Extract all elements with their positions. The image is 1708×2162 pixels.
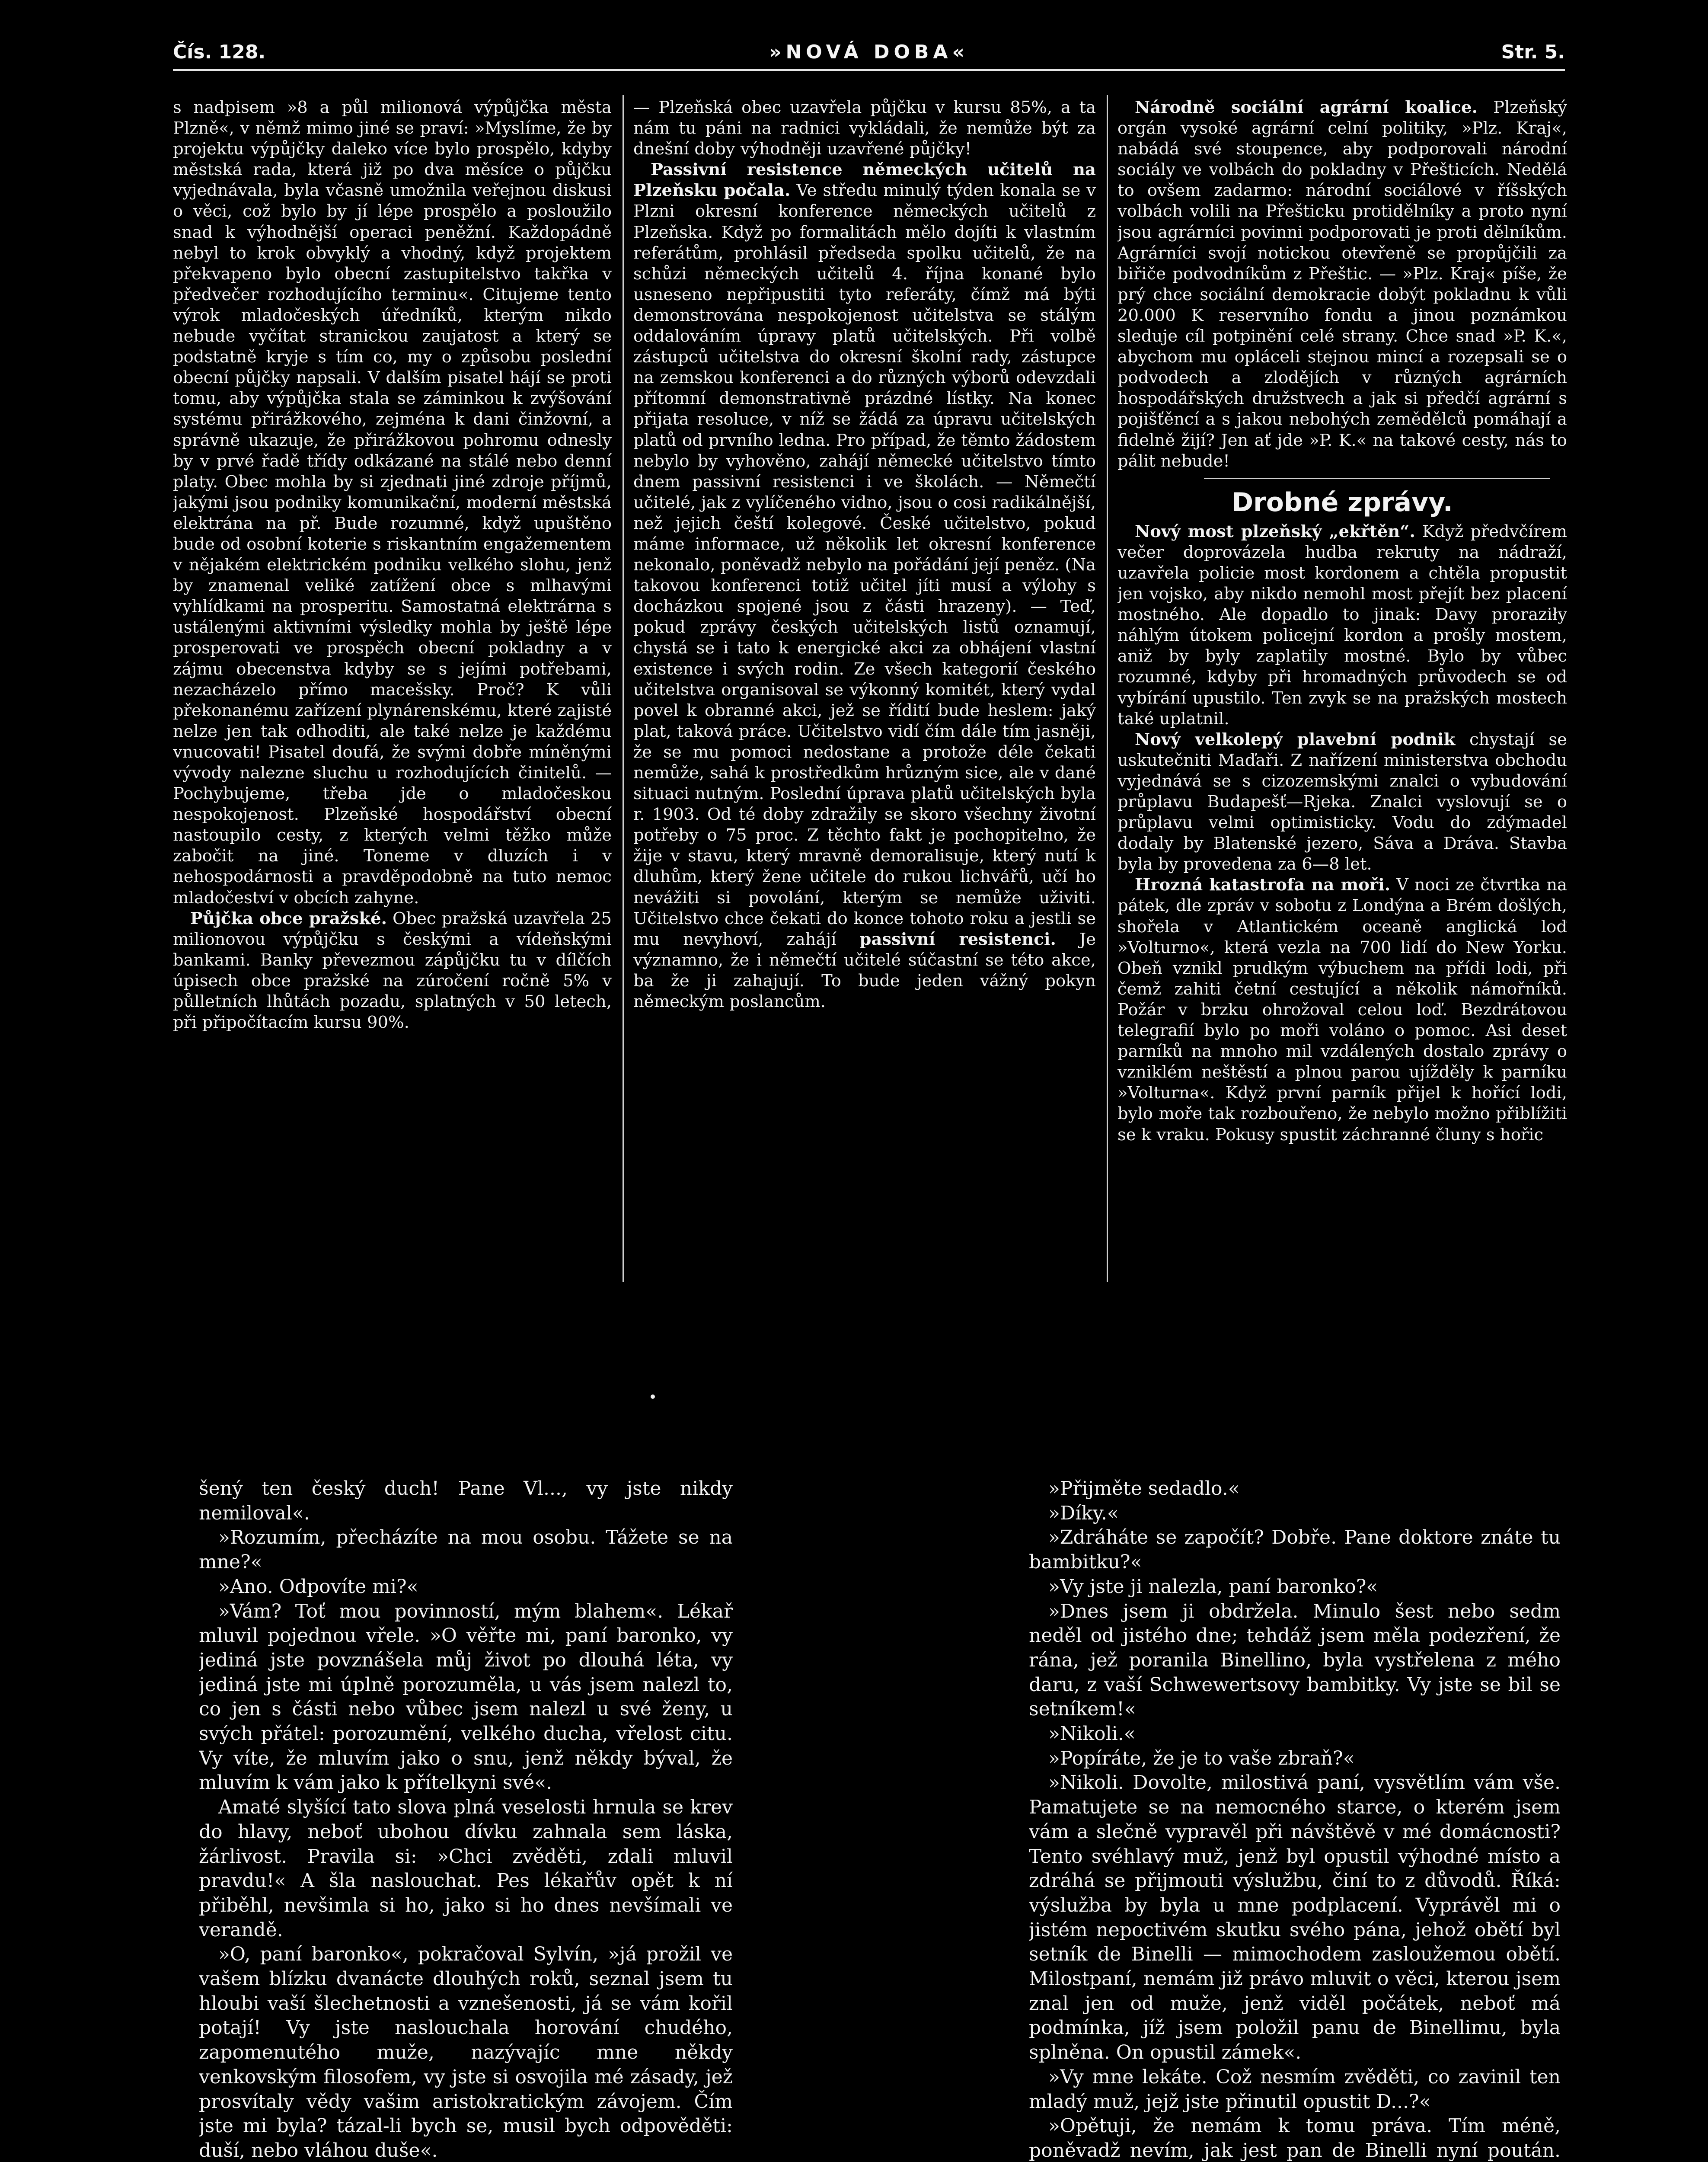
paragraph: »Nikoli.« [1048, 1723, 1136, 1745]
column-divider [623, 95, 624, 1282]
article-bridge [1117, 521, 1567, 729]
paragraph: »Rozumím, přecházíte na mou osobu. Tážete se na mne?« [199, 1526, 733, 1574]
column-1 [173, 97, 612, 1280]
article-title: Passivní resistence německých učitelů na Plzeňsku počala. [633, 160, 1096, 201]
article-title: Nový velkolepý plavební podnik [1135, 729, 1456, 749]
article-teachers [633, 160, 1096, 1012]
paragraph: »Popíráte, že je to vaše zbraň?« [1048, 1747, 1355, 1769]
article-body: chystají se uskutečniti Maďaři. Z nařízení ministerstva obchodu vyjednává se s cizozemskými znalci o vybudování průplavu Budapešť—Rjeka. Znalci vyslovují se o průplavu velmi optimisticky. Vodu do zdýmadel dodaly by Blatenské jezero, Sáva a Dráva. Stavba byla by provedena za 6—8 let. [1117, 729, 1567, 874]
paragraph: »Ano. Odpovíte mi?« [218, 1575, 418, 1598]
column-divider [1107, 95, 1108, 1282]
article-title: Hrozná katastrofa na moři. [1135, 875, 1391, 895]
paragraph: »Přijměte sedadlo.« [1048, 1478, 1240, 1500]
issue-number: Čís. 128. [173, 41, 266, 63]
article-sea-disaster [1117, 875, 1567, 1145]
separator-rule [1204, 478, 1550, 479]
paragraph: »Zdráháte se započít? Dobře. Pane doktore znáte tu bambitku?« [1029, 1526, 1561, 1574]
header-rule [173, 69, 1565, 71]
column-3 [1117, 97, 1567, 1280]
paragraph: Amaté slyšící tato slova plná veselosti hrnula se krev do hlavy, neboť ubohou dívku zahnala sem láska, žárlivost. Pravila si: »Chci zvěděti, zdali mluvil pravdu!« A šla naslouchat. Pes lékařův opět k ní přiběhl, nevšimla si ho, jako si ho dnes nevšímali ve verandě. [199, 1796, 733, 1941]
article-canal [1117, 729, 1567, 875]
article-title: Půjčka obce pražské. [190, 908, 387, 928]
masthead-title: »NOVÁ DOBA« [769, 41, 969, 63]
article-title: Nový most plzeňský „ekřtěn“. [1135, 521, 1415, 541]
article-title: Národně sociální agrární koalice. [1135, 98, 1478, 117]
article-loan-plzen: s nadpisem »8 a půl milionová výpůjčka města Plzně«, v němž mimo jiné se praví: »Myslíme, že by projektu výpůjčky daleko více bylo prospělo, kdyby městská rada, která již po dva měsíce o půjčku vyjednávala, byla včasně umožnila veřejnou diskusi o věci, což bylo by jí lépe prospělo a posloužilo snad k výhodnější operaci peněžní. Každopádně nebyl to krok obvyklý a vhodný, když projektem překvapeno bylo obecní zastupitelstvo takřka v předvečer rozhodujícího terminu«. Citujeme tento výrok mladočeských úředníků, kterým nikdo nebude vyčítat stranickou zaujatost a který se podstatně kryje s tím co, my o způsobu poslední obecní půjčky napsali. V dalším pisatel hájí se proti tomu, aby výpůjčka stala se záminkou k zvýšování systému přirážkového, zejména k dani činžovní, a správně ukazuje, že přirážkovou pohromu odnesly by v prvé řadě třídy odkázané na stálé nebo denní platy. Obec mohla by si zjednati jiné zdroje příjmů, jakými jsou podniky komunikační, moderní městská elektrána na př. Bude rozumné, když upuštěno bude od osobní koterie s riskantním engažementem v nějakém elektrickém podniku velkého slohu, jenž by znamenal veliké zatížení obce s mlhavými vyhlídkami na prosperitu. Samostatná elektrárna s ustálenými aktivními výsledky mohla by ještě lépe prosperovati ve prospěch obecní pokladny a v zájmu obecenstva kdyby se s jejími potřebami, nezacházelo přímo macešsky. Proč? K vůli překonanému zařízení plynárenskému, které zajisté nelze jen tak odhoditi, ale také nelze je každému vnucovati! Pisatel doufá, že svými dobře míněnými vývody nalezne sluchu u rozhodujících činitelů. — Pochybujeme, třeba jde o mladočeskou nespokojenost. Plzeňské hospodářství obecní nastoupilo cesty, z kterých velmi těžko může zabočit na jiné. Toneme v dluzích i v nehospodárnosti a pravděpodobně na tuto nemoc mladočeství v obcích zahyne. [173, 98, 612, 908]
article-loan-note: — Plzeňská obec uzavřela půjčku v kursu 85%, a ta nám tu páni na radnici vykládali, že nemůže být za dnešní doby výhodněji uzavřené půjčky! [633, 98, 1096, 159]
paragraph: »Vám? Toť mou povinností, mým blahem«. Lékař mluvil pojednou vřele. »O věřte mi, paní baronko, vy jediná jste povznášela můj život po dlouhá léta, vy jediná jste mi úplně porozuměla, u vás jsem nalezl to, co jen s části nebo vůbec jsem nalezl u své ženy, u svých přátel: porozumění, velkého ducha, vřelost citu. Vy víte, že mluvím jako o snu, jenž někdy býval, že mluvím k vám jako k přítelkyni své«. [199, 1600, 733, 1794]
feuilleton-left [199, 1477, 733, 2162]
article-body: V noci ze čtvrtka na pátek, dle zpráv v sobotu z Londýna a Brém došlých, shořela v Atlantickém oceaně anglická loď »Volturno«, která vezla na 700 lidí do New Yorku. Obeň vznikl prudkým výbuchem na přídi lodi, při čemž zahiti četní cestující a několik námořníků. Požár v brzku ohrožoval celou loď. Bezdrátovou telegrafií bylo po moři voláno o pomoc. Asi deset parníků na mnoho mil vzdálených dostalo zprávy o vzniklém neštěstí a plnou parou ujížděly k parníku »Volturna«. Když první parník přijel k hořící lodi, bylo moře tak rozbouřeno, že nebylo možno přiblížiti se k vraku. Pokusy spustit záchranné čluny s hořic [1117, 875, 1567, 1145]
feuilleton-right [1029, 1477, 1561, 2162]
paragraph: šený ten český duch! Pane Vl..., vy jste nikdy nemiloval«. [199, 1478, 733, 1524]
paragraph: »Vy jste ji nalezla, paní baronko?« [1048, 1575, 1378, 1598]
article-loan-prague [173, 908, 612, 1033]
article-emphasis: passivní resistenci. [859, 929, 1056, 949]
paragraph: »Opětuji, že nemám k tomu práva. Tím méně, poněvadž nevím, jak jest pan de Binelli nyní poután. [1029, 2115, 1561, 2162]
article-body: Je významno, že i němečtí učitelé súčastní se této akce, ba že ji zahajují. To bude jeden vážný pokyn německým poslancům. [633, 929, 1096, 1012]
paragraph: »O, paní baronko«, pokračoval Sylvín, »já prožil ve vašem blízku dvanácte dlouhých roků, seznal jsem tu hloubi vaší šlechetnosti a vznešenosti, já se vám kořil potají! Vy jste naslouchala horování chudého, zapomenutého muže, nazývajíc mne někdy venkovským filosofem, vy jste si osvojila mé zásady, jež prosvítaly vědy vašim aristokratickým závojem. Čím jste mi byla? tázal-li bych se, musil bych odpověděti: duší, nebo vláhou duše«. [199, 1943, 733, 2162]
page-number: Str. 5. [1501, 41, 1565, 63]
paragraph: »Nikoli. Dovolte, milostivá paní, vysvětlím vám vše. Pamatujete se na nemocného starce, o kterém jsem vám a slečně vypravěl při návštěvě v mé domácnosti? Tento svéhlavý muž, jenž byl opustil výhodné místo a zdráhá se přijmouti výslužbu, činí to z důvodů. Říká: výslužba by byla u mne podplacení. Vyprávěl mi o jistém nepoctivém skutku svého pána, jehož obětí byl setník de Binelli — mimochodem zasloužemou obětí. Milostpaní, nemám již právo mluvit o věci, kterou jsem znal jen od muže, jenž viděl počátek, neboť má podmínka, jíž jsem položil panu de Binellimu, byla splněna. On opustil zámek«. [1029, 1772, 1561, 2064]
column-2 [633, 97, 1096, 1280]
article-body: Plzeňský orgán vysoké agrární celní politiky, »Plz. Kraj«, nabádá své stoupence, aby podporovali národní sociály ve volbách do pokladny v Přešticích. Nedělá to ovšem zadarmo: národní sociálové v říšských volbách volili na Přešticku protidělníky a proto nyní jsou agrárníci povinni podporovati je proti dělníkům. Agrárníci svojí notickou otevřeně se propůjčili za biřiče podvodníkům z Přeštic. — »Plz. Kraj« píše, že prý chce sociální demokracie dobýt pokladnu k vůli 20.000 K reservního fondu a jinou poznámkou sleduje cíl potpinění celé strany. Chce snad »P. K.«, abychom mu opláceli stejnou mincí a rozepsali se o podvodech a zlodějích v různých agrárních hospodářských družstvech a jak si předčí agrární s pojišťěncí a s jakou nebohých zemědělců pomáhají a fidelně žijí? Jen ať jde »P. K.« na takové cesty, nás to pálit nebude! [1117, 98, 1567, 471]
paragraph: »Dnes jsem ji obdržela. Minulo šest nebo sedm neděl od jistého dne; tehdáž jsem měla podezření, že rána, jež poranila Binellino, byla vystřelena z mého daru, z vaší Schwewertsovy bambitky. Vy jste se bil se setníkem!« [1029, 1600, 1561, 1721]
article-body: Když předvčírem večer doprovázela hudba rekruty na nádraží, uzavřela policie most kordonem a chtěla propustit jen vojsko, aby nikdo nemohl most přejít bez placení mostného. Ale dopadlo to jinak: Davy proraziły náhlým útokem policejní kordon a prošly mostem, aniž by byly zaplatily mostné. Bylo by vůbec rozumné, kdyby při hromadných průvodech se od vybírání upustilo. Ten zvyk se na pražských mostech také uplatnil. [1117, 521, 1567, 729]
stray-dot [651, 1394, 655, 1399]
paragraph: »Díky.« [1048, 1502, 1119, 1524]
article-coalition [1117, 97, 1567, 472]
page-header [173, 41, 1565, 71]
article-body: Obec pražská uzavřela 25 milionovou výpůjčku s českými a vídeňskými bankami. Banky převezmou zápůjčku tu v dílčích úpisech obce pražské na zúročení ročně 5% v půlletních lhůtách pozadu, splatných v 50 letech, při připočítacím kursu 90%. [173, 908, 612, 1033]
article-body: Ve středu minulý týden konala se v Plzni okresní konference německých učitelů z Plzeňska. Když po formalitách mělo dojíti k vlastním referátům, prohlásil předseda spolku učitelů, že na schůzi německých učitelů 4. října konané bylo usneseno nepřipustiti tyto referáty, čímž má býti demonstrována nespokojenost učitelstva se stálým oddalováním úpravy platů učitelských. Při volbě zástupců učitelstva do okresní školní rady, zástupce na zemskou konferenci a do různých výborů odevzdali přítomní demonstrativně prázdné lístky. Na konec přijata resoluce, v níž se žádá za úpravu učitelských platů od prvního ledna. Pro případ, že těmto žádostem nebylo by vyhověno, zahájí německé učitelstvo tímto dnem passivní resistenci i ve školách. — Němečtí učitelé, jak z vylíčeného vidno, jsou o cosi radikálnější, než jejich čeští kolegové. České učitelstvo, pokud máme informace, už několik let okresní konference nekonalo, poněvadž nebylo na pořádání její peněz. (Na takovou konferenci totiž učitel jíti musí a výlohy s docházkou spojené jsou z části hrazeny). — Teď, pokud zprávy českých učitelských listů oznamují, chystá se i tato k energické akci za obhájení vlastní existence i svých rodin. Ze všech kategorií českého učitelstva organisoval se výkonný komitét, který vydal povel k obranné akci, jež se řídití bude heslem: jaký plat, taková práce. Učitelstvo vidí čím dále tím jasněji, že se mu pomoci nedostane a protože déle čekati nemůže, sahá k prostředkům hrůzným sice, ale v dané situaci nutným. Poslední úprava platů učitelských byla r. 1903. Od té doby zdražily se skoro všechny životní potřeby o 75 proc. Z těchto fakt je pochopitelno, že žije v stavu, který mravně demoralisuje, který nutí k dluhům, který žene učitele do rukou lichvářů, učí ho nevážiti si povolání, kterým se nemůže uživiti. Učitelstvo chce čekati do konce tohoto roku a jestli se mu nevyhoví, zahájí [633, 181, 1096, 949]
section-heading: Drobné zprávy. [1232, 487, 1453, 518]
paragraph: »Vy mne lekáte. Což nesmím zvěděti, co zavinil ten mladý muž, jejž jste přinutil opustit D...?« [1029, 2066, 1561, 2113]
